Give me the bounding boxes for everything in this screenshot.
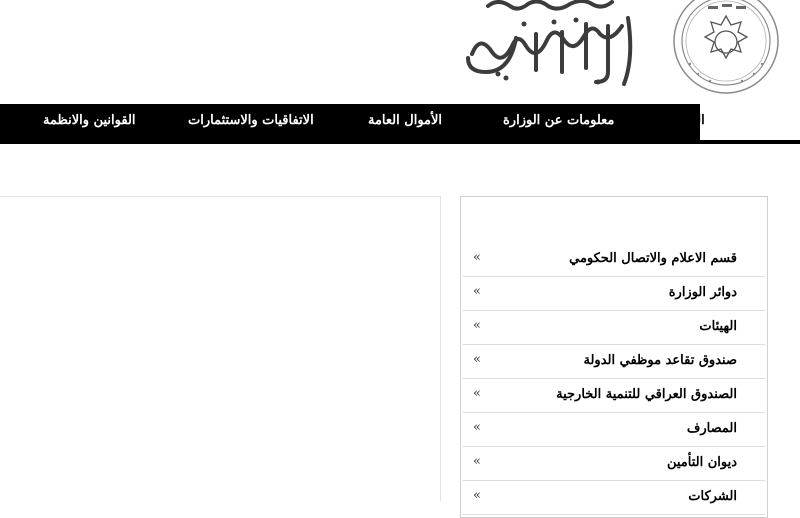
sidebar-item-label: ديوان التأمين: [666, 455, 737, 470]
double-chevron-icon: »: [473, 454, 481, 469]
sidebar-item-label: قسم الاعلام والاتصال الحكومي: [569, 251, 737, 266]
double-chevron-icon: »: [473, 318, 481, 333]
sidebar-item-label: دوائر الوزارة: [668, 285, 737, 300]
sidebar-item-ministry-departments[interactable]: [463, 277, 765, 311]
sidebar-item-companies[interactable]: [463, 481, 765, 515]
main-navbar: [0, 104, 800, 144]
sidebar-item-label: صندوق تقاعد موظفي الدولة: [583, 353, 737, 368]
double-chevron-icon: »: [473, 352, 481, 367]
sidebar-item-label: الهيئات: [699, 319, 737, 334]
sidebar-item-insurance-bureau[interactable]: [463, 447, 765, 481]
sidebar-item-media-communication[interactable]: [463, 243, 765, 277]
nav-item-about-ministry[interactable]: معلومات عن الوزارة: [503, 113, 615, 128]
ministry-seal-logo[interactable]: [668, 0, 784, 96]
nav-item-public-funds[interactable]: الأموال العامة: [368, 113, 443, 128]
main-content-area: [0, 196, 441, 501]
sidebar-item-label: الصندوق العراقي للتنمية الخارجية: [556, 387, 737, 402]
nav-item-laws-regulations[interactable]: القوانين والانظمة: [43, 113, 136, 128]
site-header: [0, 0, 800, 104]
double-chevron-icon: »: [473, 488, 481, 503]
sidebar-item-state-pension-fund[interactable]: [463, 345, 765, 379]
sidebar-item-authorities[interactable]: [463, 311, 765, 345]
sidebar-item-label: الشركات: [688, 489, 737, 504]
nav-item-agreements-investments[interactable]: الاتفاقيات والاستثمارات: [188, 113, 314, 128]
ministry-calligraphy-logo[interactable]: [458, 0, 638, 92]
double-chevron-icon: »: [473, 386, 481, 401]
sidebar-item-label: المصارف: [686, 421, 737, 436]
sidebar-links-list: [463, 243, 765, 515]
double-chevron-icon: »: [473, 420, 481, 435]
navbar-active-tab-highlight: [700, 104, 800, 140]
double-chevron-icon: »: [473, 250, 481, 265]
sidebar-item-banks[interactable]: [463, 413, 765, 447]
double-chevron-icon: »: [473, 284, 481, 299]
sidebar-links-panel: [460, 196, 768, 518]
sidebar-item-iraqi-fund-external-development[interactable]: [463, 379, 765, 413]
nav-item-home[interactable]: الرئيسية: [660, 113, 705, 128]
